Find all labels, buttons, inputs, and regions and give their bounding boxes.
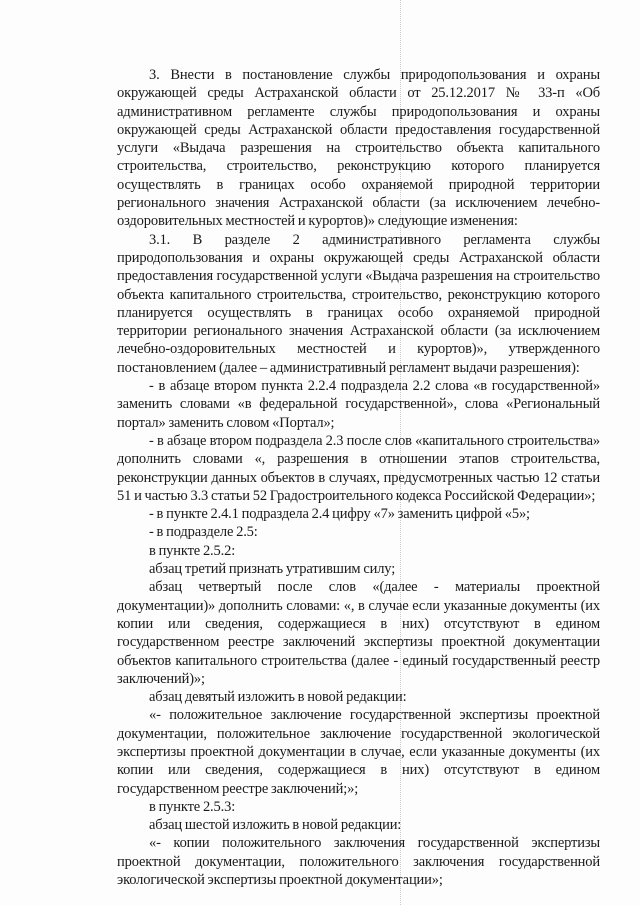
paragraph-abzac-4: абзац четвертый после слов «(далее - материалы проектной документации)» дополнить словами: «, в случае если указанные документы (их копии или сведения, содержащиеся в них) отсутствуют в едином государственном реестре заключений экспертизы проектной документации объектов капитального строительства (далее - единый государственный реестр заключений)»;	[117, 579, 600, 687]
paragraph-2-5-3: в пункте 2.5.3:	[149, 798, 236, 815]
paragraph-abzac-9: абзац девятый изложить в новой редакции:	[149, 689, 407, 706]
paragraph-2-5: - в подразделе 2.5:	[149, 524, 258, 541]
paragraph-abzac-6-text: «- копии положительного заключения государственной экспертизы проектной документации, положительного заключения государственной экологической экспертизы проектной документации»;	[117, 835, 600, 889]
paragraph-abzac-9-text: «- положительное заключение государственной экспертизы проектной документации, положительное заключение государственной экологической экспертизы проектной документации в случае, если указанные документы (их копии или сведения, содержащиеся в них) отсутствуют в едином государственном реестре заключений;»;	[117, 707, 600, 797]
paragraph-3-1: 3.1. В разделе 2 административного регламента службы природопользования и охраны окружающей среды Астраханской области предоставления государственной услуги «Выдача разрешения на строительство объекта капитального строительства, строительство, реконструкцию которого планируется осуществлять в границах особо охраняемой природной территории регионального значения Астраханской области (за исключением лечебно-оздоровительных местностей и курортов)», утвержденного постановлением (далее – административный регламент выдачи разрешения):	[117, 231, 600, 376]
paragraph-abzac-3: абзац третий признать утратившим силу;	[149, 561, 396, 578]
paragraph-abzac-6: абзац шестой изложить в новой редакции:	[149, 817, 402, 834]
paragraph-2-4-1: - в пункте 2.4.1 подраздела 2.4 цифру «7» заменить цифрой «5»;	[149, 506, 530, 523]
paragraph-3: 3. Внести в постановление службы природопользования и охраны окружающей среды Астраханской области от 25.12.2017 № 33-п «Об административном регламенте службы природопользования и охраны окружающей среды Астраханской области предоставления государственной услуги «Выдача разрешения на строительство объекта капитального строительства, строительство, реконструкцию которого планируется осуществлять в границах особо охраняемой природной территории регионального значения Астраханской области (за исключением лечебно-оздоровительных местностей и курортов)» следующие изменения:	[117, 67, 600, 230]
paragraph-2-2-4: - в абзаце втором пункта 2.2.4 подраздела 2.2 слова «в государственной» заменить словами «в федеральной государственной», слова «Региональный портал» заменить словом «Портал»;	[117, 378, 600, 431]
document-body	[117, 66, 600, 889]
paragraph-2-5-2: в пункте 2.5.2:	[149, 542, 236, 559]
paragraph-2-3: - в абзаце втором подраздела 2.3 после слов «капитального строительства» дополнить словами «, разрешения в отношении этапов строительства, реконструкции данных объектов в случаях, предусмотренных частью 12 статьи 51 и частью 3.3 статьи 52 Градостроительного кодекса Российской Федерации»;	[117, 432, 600, 504]
